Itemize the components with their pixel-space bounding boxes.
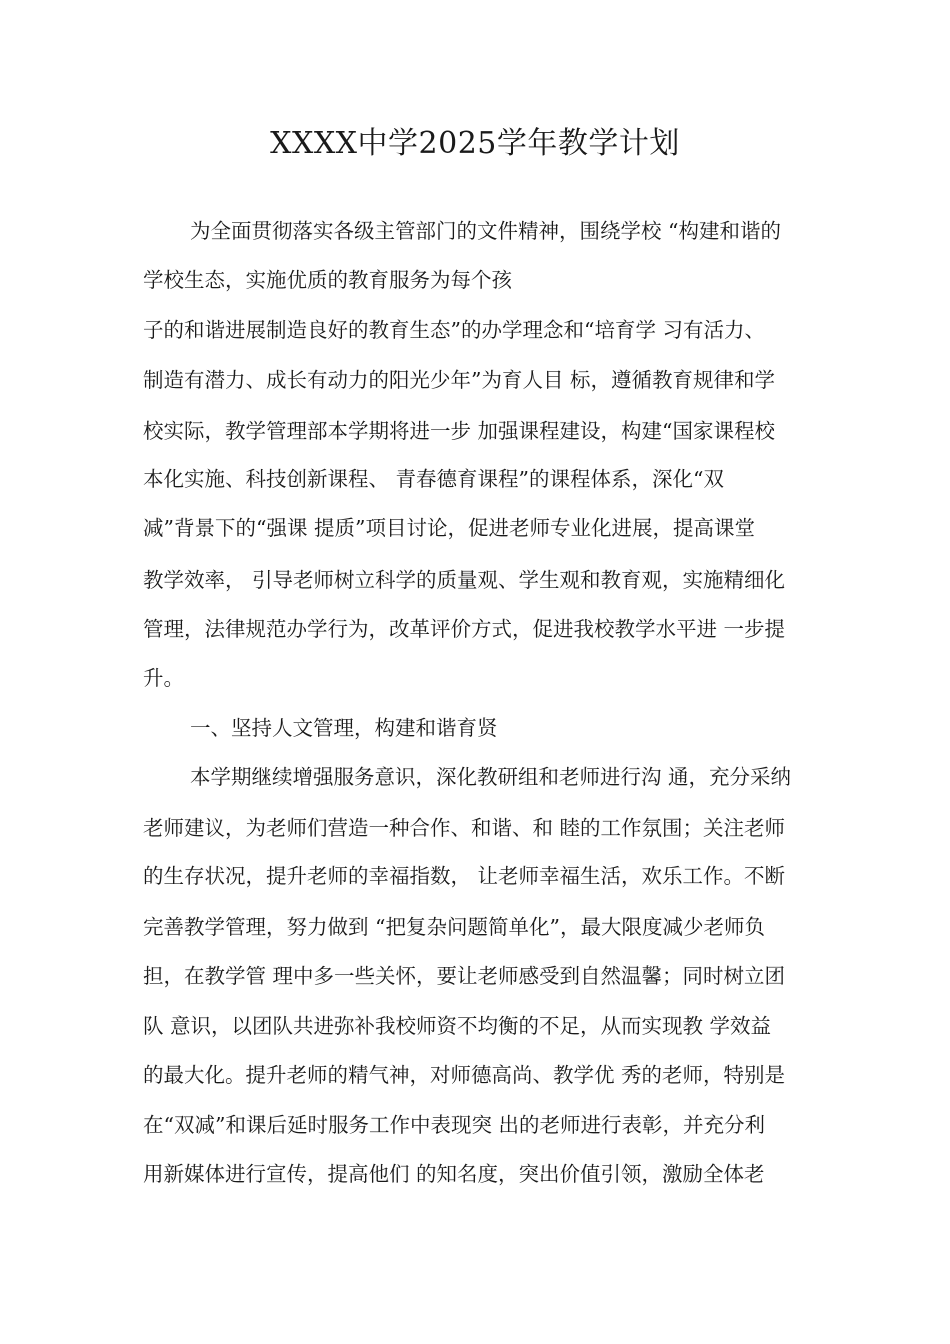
text-line: 为全面贯彻落实各级主管部门的文件精神，围绕学校 “构建和谐的 bbox=[190, 219, 781, 243]
text-line: 用新媒体进行宣传，提高他们 的知名度，突出价值引领，激励全体老 bbox=[143, 1162, 765, 1186]
text-line: 本学期继续增强服务意识，深化教研组和老师进行沟 通，充分采纳 bbox=[190, 765, 792, 789]
text-line: 学校生态，实施优质的教育服务为每个孩 bbox=[143, 268, 512, 292]
text-line: 的最大化。提升老师的精气神，对师德高尚、教学优 秀的老师，特别是 bbox=[143, 1063, 786, 1087]
text-line: 的生存状况，提升老师的幸福指数， 让老师幸福生活，欢乐工作。不断 bbox=[143, 864, 786, 888]
text-line: 校实际，教学管理部本学期将进一步 加强课程建设，构建“国家课程校 bbox=[143, 419, 775, 443]
text-line: 管理，法律规范办学行为，改革评价方式，促进我校教学水平进 一步提 bbox=[143, 617, 786, 641]
text-line: 升。 bbox=[143, 666, 184, 690]
document-title: XXXX中学2025学年教学计划 bbox=[270, 126, 680, 161]
text-line: 教学效率， 引导老师树立科学的质量观、学生观和教育观，实施精细化 bbox=[143, 568, 786, 592]
section-heading: 一、坚持人文管理，构建和谐育贤 bbox=[190, 716, 498, 740]
text-line: 队 意识，以团队共进弥补我校师资不均衡的不足，从而实现教 学效益 bbox=[143, 1014, 772, 1038]
text-line: 减”背景下的“强课 提质”项目讨论，促进老师专业化进展，提高课堂 bbox=[143, 516, 755, 540]
text-line: 子的和谐进展制造良好的教育生态”的办学理念和“培育学 习有活力、 bbox=[143, 318, 765, 342]
text-line: 担，在教学管 理中多一些关怀，要让老师感受到自然温馨；同时树立团 bbox=[143, 964, 786, 988]
text-line: 老师建议，为老师们营造一种合作、和谐、和 睦的工作氛围；关注老师 bbox=[143, 816, 786, 840]
text-line: 制造有潜力、成长有动力的阳光少年”为育人目 标，遵循教育规律和学 bbox=[143, 368, 775, 392]
text-line: 本化实施、科技创新课程、 青春德育课程”的课程体系，深化“双 bbox=[143, 467, 724, 491]
text-line: 完善教学管理，努力做到 “把复杂问题简单化”，最大限度减少老师负 bbox=[143, 915, 765, 939]
text-line: 在“双减”和课后延时服务工作中表现突 出的老师进行表彰，并充分利 bbox=[143, 1113, 765, 1137]
